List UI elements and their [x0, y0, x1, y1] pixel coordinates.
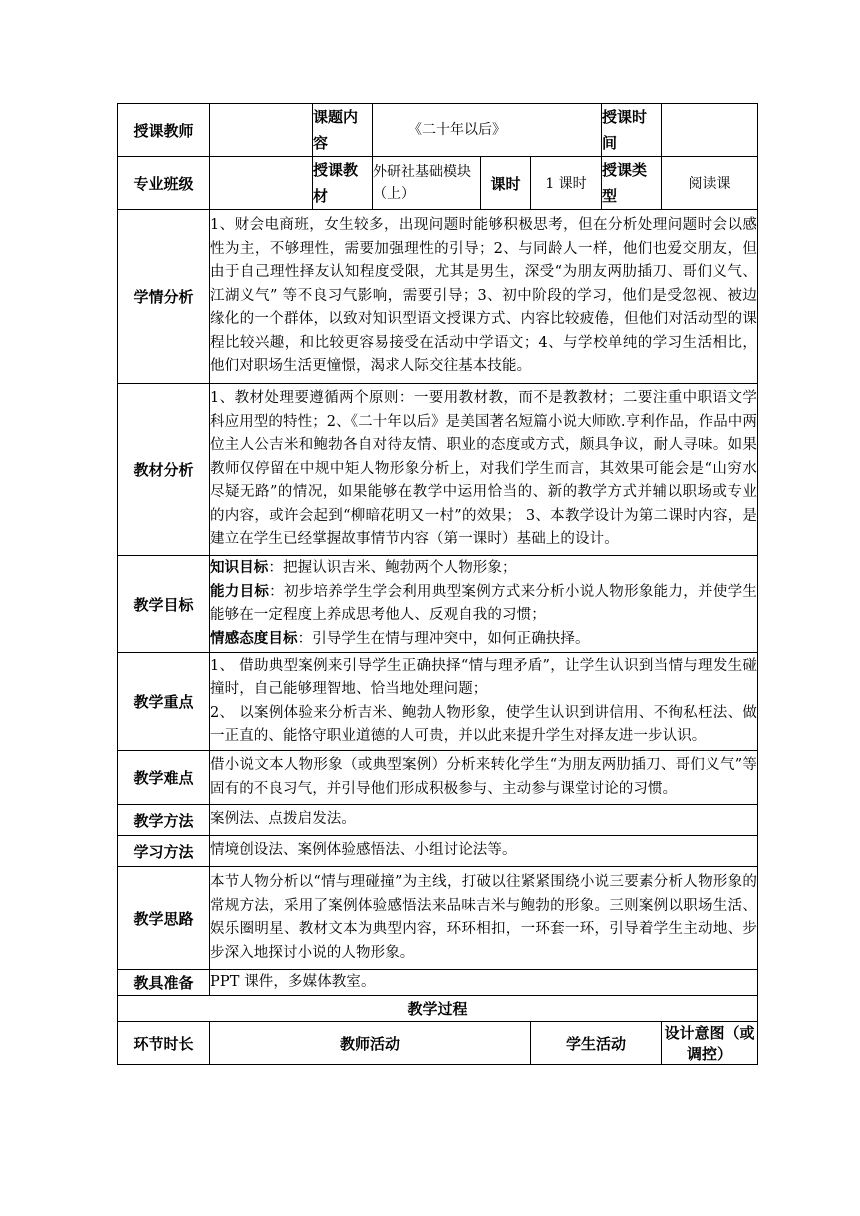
- col-student: 学生活动: [531, 1022, 662, 1065]
- study-row: [118, 836, 758, 867]
- process-title: 教学过程: [118, 996, 758, 1022]
- teacher-label: 授课教师: [118, 104, 210, 157]
- hours-value: 1 课时: [531, 157, 602, 210]
- study-label: 学习方法: [118, 836, 210, 867]
- time-value: [662, 104, 758, 157]
- emotion-title: 情感态度目标: [210, 630, 298, 647]
- learner-label: 学情分析: [118, 210, 210, 384]
- process-title-row: [118, 996, 758, 1022]
- learner-row: [118, 210, 758, 384]
- ability-title: 能力目标: [210, 583, 270, 600]
- keypoints-row: [118, 653, 758, 751]
- keypoint-2: 2、 以案例体验来分析吉米、鲍勃人物形象，使学生认识到讲信用、不徇私枉法、做一正直的、能恪守职业道德的人可贵，并以此来提升学生对择友进一步认识。: [210, 704, 757, 744]
- class-value: [210, 157, 313, 210]
- topic-value: 《二十年以后》: [373, 104, 602, 157]
- approach-text: 本节人物分析以“情与理碰撞”为主线，打破以往紧紧围绕小说三要素分析人物形象的常规方法，采用了案例体验感悟法来品味吉米与鲍勃的形象。三则案例以职场生活、娱乐圈明星、教材文本为典型内容，环环相扣，一环套一环，引导着学生主动地、步步深入地探讨小说的人物形象。: [210, 867, 758, 970]
- header-row-1: [118, 104, 758, 157]
- tools-row: [118, 970, 758, 996]
- method-text: 案例法、点拨启发法。: [210, 805, 758, 836]
- knowledge-text: ：把握认识吉米、鲍勃两个人物形象；: [268, 560, 517, 576]
- keypoints-label: 教学重点: [118, 653, 210, 751]
- learner-text: 1、财会电商班，女生较多，出现问题时能够积极思考，但在分析处理问题时会以感性为主，不够理性，需要加强理性的引导；2、与同龄人一样，他们也爱交朋友，但由于自己理性择友认知程度受限，尤其是男生，深受“为朋友两肋插刀、哥们义气、江湖义气” 等不良习气影响，需要引导；3、初中阶段的学习，他们是受忽视、被边缘化的一个群体，以致对知识型语文授课方式、内容比较疲倦，但他们对活动型的课程比较兴趣，和比较更容易接受在活动中学语文；4、与学校单纯的学习生活相比，他们对职场生活更憧憬，渴求人际交往基本技能。: [210, 210, 758, 384]
- teacher-value: [210, 104, 313, 157]
- type-label: 授课类型: [602, 157, 662, 210]
- textbook-value: 外研社基础模块（上）: [373, 157, 481, 210]
- col-teacher: 教师活动: [210, 1022, 531, 1065]
- material-label: 教材分析: [118, 384, 210, 556]
- method-label: 教学方法: [118, 805, 210, 836]
- objectives-row: [118, 556, 758, 653]
- study-text: 情境创设法、案例体验感悟法、小组讨论法等。: [210, 836, 758, 867]
- knowledge-title: 知识目标: [210, 560, 269, 576]
- difficulty-text: 借小说文本人物形象（或典型案例）分析来转化学生“为朋友两肋插刀、哥们义气”等固有的不良习气，并引导他们形成积极参与、主动参与课堂讨论的习惯。: [210, 751, 758, 805]
- textbook-label: 授课教材: [313, 157, 373, 210]
- approach-row: [118, 867, 758, 970]
- objectives-content: [210, 556, 758, 653]
- class-label: 专业班级: [118, 157, 210, 210]
- col-design: 设计意图（或调控）: [662, 1022, 758, 1065]
- difficulty-row: [118, 751, 758, 805]
- objectives-label: 教学目标: [118, 556, 210, 653]
- emotion-text: ：引导学生在情与理冲突中，如何正确抉择。: [297, 630, 590, 647]
- keypoints-content: [210, 653, 758, 751]
- time-label: 授课时间: [602, 104, 662, 157]
- hours-label: 课时: [481, 157, 531, 210]
- header-row-2: [118, 157, 758, 210]
- material-text: 1、教材处理要遵循两个原则：一要用教材教，而不是教教材；二要注重中职语文学科应用型的特性；2、《二十年以后》是美国著名短篇小说大师欧.亨利作品，作品中两位主人公吉米和鲍勃各自对待友情、职业的态度或方式，颇具争议，耐人寻味。如果教师仅停留在中规中矩人物形象分析上，对我们学生而言，其效果可能会是“山穷水尽疑无路”的情况，如果能够在教学中运用恰当的、新的教学方式并辅以职场或专业的内容，或许会起到“柳暗花明又一村”的效果； 3、本教学设计为第二课时内容，是建立在学生已经掌握故事情节内容（第一课时）基础上的设计。: [210, 384, 758, 556]
- keypoint-1: 1、 借助典型案例来引导学生正确抉择“情与理矛盾”，让学生认识到当情与理发生碰撞时，自己能够理智地、恰当地处理问题；: [210, 657, 757, 697]
- lesson-plan-table: [117, 103, 758, 1065]
- topic-label: 课题内容: [313, 104, 373, 157]
- tools-label: 教具准备: [118, 970, 210, 996]
- material-row: [118, 384, 758, 556]
- ability-text: ：初步培养学生学会利用典型案例方式来分析小说人物形象能力，并使学生能够在一定程度上养成思考他人、反观自我的习惯；: [210, 583, 757, 623]
- type-value: 阅读课: [662, 157, 758, 210]
- tools-text: PPT 课件，多媒体教室。: [210, 970, 758, 996]
- approach-label: 教学思路: [118, 867, 210, 970]
- process-header-row: [118, 1022, 758, 1065]
- difficulty-label: 教学难点: [118, 751, 210, 805]
- method-row: [118, 805, 758, 836]
- col-time: 环节时长: [118, 1022, 210, 1065]
